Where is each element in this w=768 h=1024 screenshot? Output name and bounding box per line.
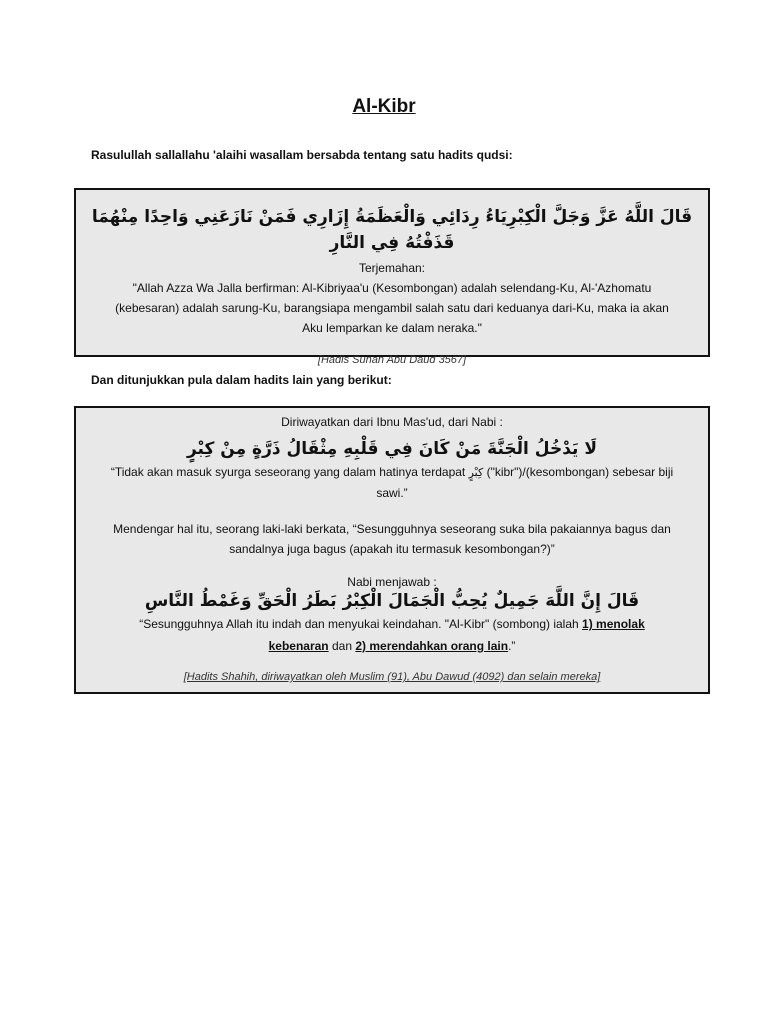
conjunction: dan — [331, 639, 352, 653]
question-paragraph: Mendengar hal itu, seorang laki-laki berkata, “Sesungguhnya seseorang suka bila pakaiannya bagus dan sandalnya juga bagus (apakah itu termasuk kesombongan?)” — [113, 522, 671, 556]
translation-kibr-a: “Tidak akan masuk syurga seseorang yang dalam hatinya terdapat — [110, 465, 466, 479]
narration-line: Diriwayatkan dari Ibnu Mas'ud, dari Nabi : — [281, 415, 503, 429]
translation-kibr-b: ("kibr")/(kesombongan) sebesar biji sawi.” — [376, 465, 674, 500]
closing-quote: .” — [508, 639, 516, 653]
point-1: 1) menolak kebenaran — [268, 617, 645, 653]
hadith-qudsi-box — [74, 188, 710, 366]
intro-text-1: Rasulullah sallallahu 'alaihi wasallam bersabda tentang satu hadits qudsi: — [91, 148, 513, 162]
translation-heading: Terjemahan: — [358, 261, 426, 275]
arabic-text-3: قَالَ إِنَّ اللَّهَ جَمِيلٌ يُحِبُّ الْجَمَالَ الْكِبْرُ بَطَرُ الْحَقِّ وَغَمْطُ النَّاسِ — [144, 591, 640, 611]
translation-answer — [76, 613, 708, 657]
arabic-text-1: قَالَ اللَّهُ عَزَّ وَجَلَّ الْكِبْرِيَاءُ رِدَائِي وَالْعَظَمَةُ إِزَارِي فَمَنْ نَازَعَنِي وَاحِدًا مِنْهُمَا قَذَفْتُهُ فِي النَّارِ — [91, 207, 693, 253]
hadith-box-2 — [74, 406, 710, 694]
citation-1: [Hadis Sunan Abu Daud 3567] — [317, 354, 467, 366]
arabic-text-2: لَا يَدْخُلُ الْجَنَّةَ مَنْ كَانَ فِي قَلْبِهِ مِثْقَالُ ذَرَّةٍ مِنْ كِبْرٍ — [186, 439, 598, 459]
intro-text-2: Dan ditunjukkan pula dalam hadits lain yang berikut: — [91, 373, 392, 387]
translation-kibr — [76, 462, 708, 503]
citation-2: [Hadits Shahih, diriwayatkan oleh Muslim (91), Abu Dawud (4092) dan selain mereka] — [183, 671, 601, 683]
point-2: 2) merendahkan orang lain — [355, 639, 509, 653]
kibr-arabic-word: كِبْرٍ — [468, 466, 484, 479]
nabi-answer-label: Nabi menjawab : — [347, 575, 437, 589]
page-title: Al-Kibr — [352, 96, 416, 117]
translation-text: "Allah Azza Wa Jalla berfirman: Al-Kibriyaa'u (Kesombongan) adalah selendang-Ku, Al-'Azhomatu (kebesaran) adalah sarung-Ku, barangsiapa mengambil salah satu dari keduanya dari-Ku, maka ia akan Aku lemparkan ke dalam neraka." — [115, 281, 669, 335]
translation-answer-a: “Sesungguhnya Allah itu indah dan menyukai keindahan. "Al-Kibr" (sombong) ialah — [139, 617, 579, 631]
